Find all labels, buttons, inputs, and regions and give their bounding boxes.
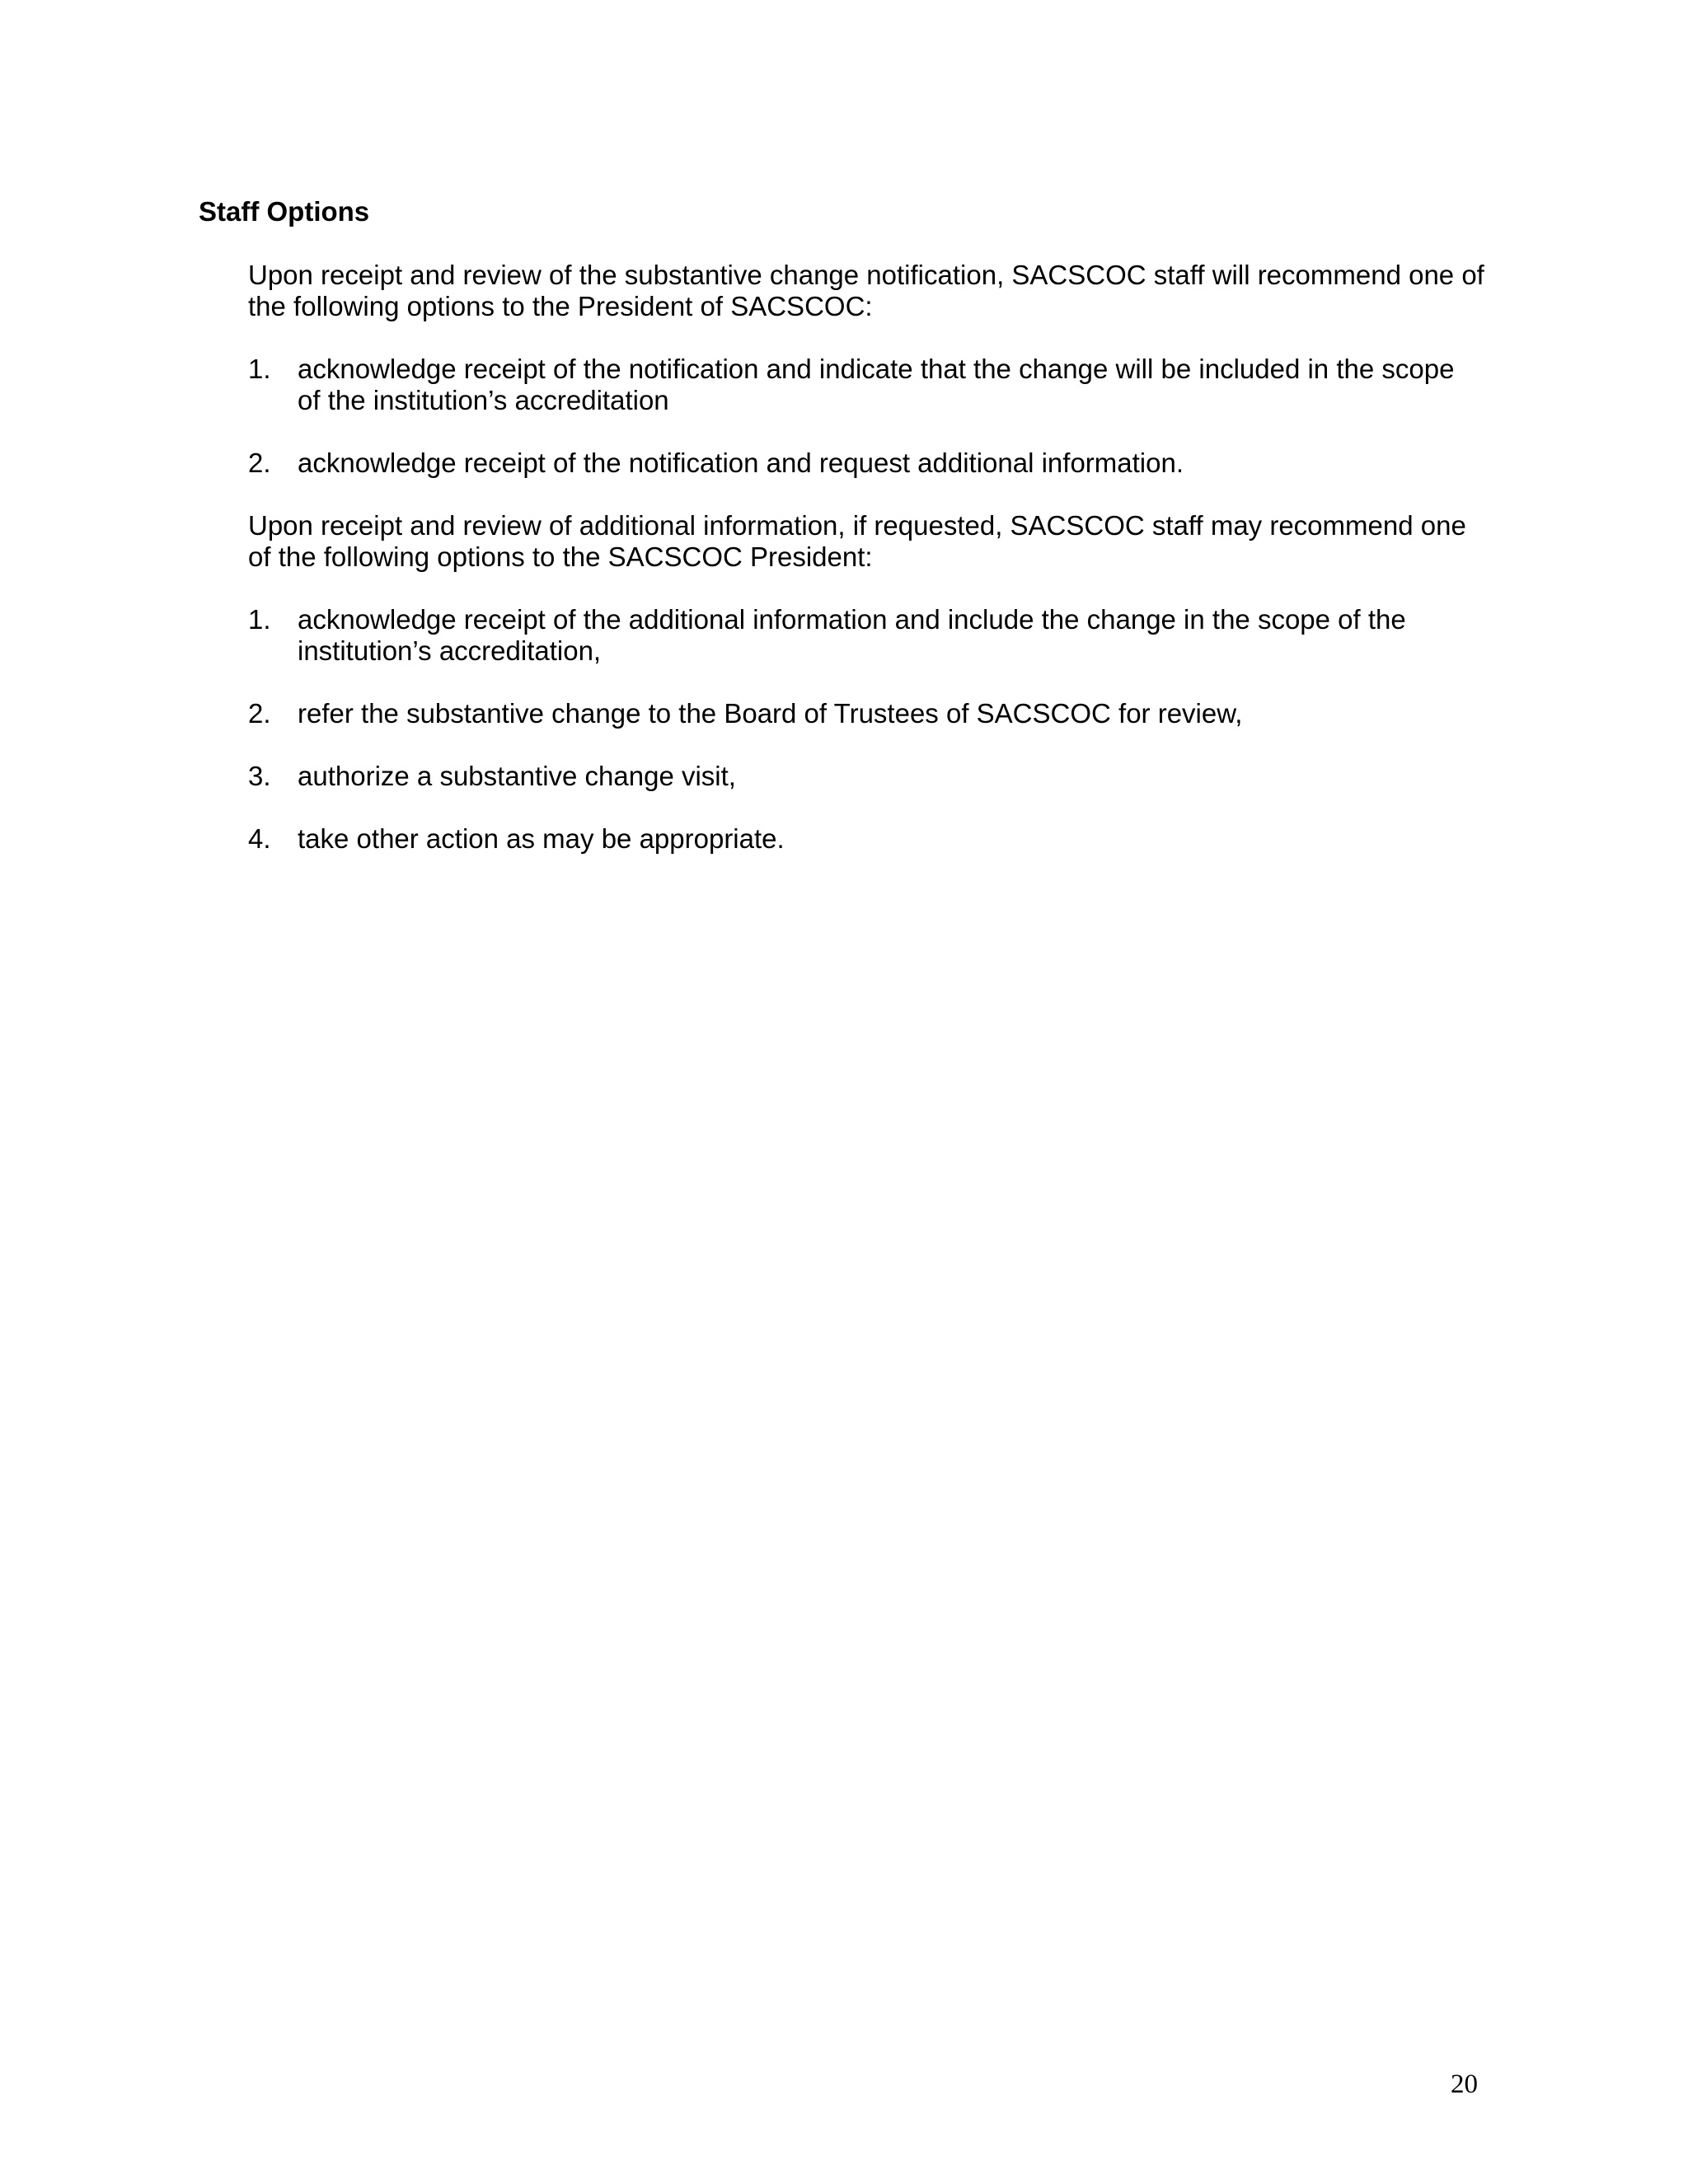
list-number: 4. <box>248 823 271 854</box>
list-number: 2. <box>248 698 271 729</box>
list-item-text: acknowledge receipt of the notification and indicate that the change will be included in the scope of the institution’s accreditation <box>298 354 1455 415</box>
list-1-item-2 <box>248 448 1484 479</box>
list-number: 2. <box>248 448 271 478</box>
section-heading: Staff Options <box>199 196 370 227</box>
list-number: 1. <box>248 354 271 384</box>
list-number: 3. <box>248 761 271 791</box>
list-2-item-2 <box>248 698 1484 729</box>
page-number: 20 <box>1451 2069 1478 2099</box>
list-item-text: authorize a substantive change visit, <box>298 761 736 791</box>
list-2-item-1 <box>248 604 1484 667</box>
list-item-text: acknowledge receipt of the notification and request additional information. <box>298 448 1184 478</box>
list-1-item-1 <box>248 354 1484 416</box>
list-number: 1. <box>248 604 271 635</box>
list-2-item-4 <box>248 823 1484 855</box>
list-item-text: refer the substantive change to the Board of Trustees of SACSCOC for review, <box>298 698 1243 729</box>
intro-paragraph-2: Upon receipt and review of additional information, if requested, SACSCOC staff may recommend one of the following options to the SACSCOC President: <box>248 510 1466 572</box>
list-2-item-3 <box>248 761 1484 792</box>
intro-paragraph-1: Upon receipt and review of the substantive change notification, SACSCOC staff will recommend one of the following options to the President of SACSCOC: <box>248 260 1484 321</box>
list-item-text: acknowledge receipt of the additional information and include the change in the scope of the institution’s accreditation, <box>298 604 1406 666</box>
list-item-text: take other action as may be appropriate. <box>298 823 785 854</box>
